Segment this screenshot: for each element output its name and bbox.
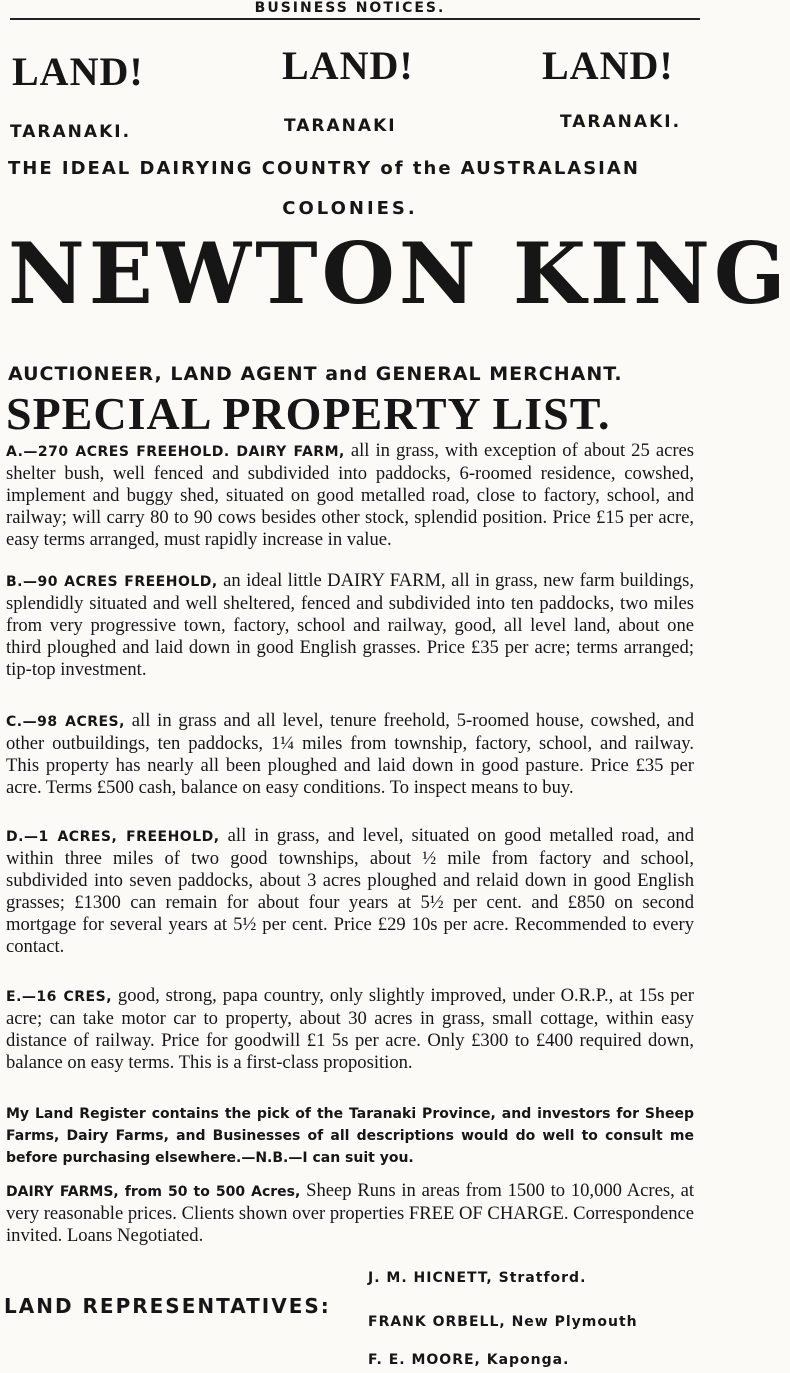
taranaki-center: TARANAKI xyxy=(284,116,397,136)
section-header: BUSINESS NOTICES. xyxy=(254,0,446,16)
ideal-dairying-line: THE IDEAL DAIRYING COUNTRY of the AUSTRALASIAN xyxy=(8,158,640,179)
listing-c xyxy=(6,710,694,799)
agent-stratford: J. M. HICNETT, Stratford. xyxy=(368,1270,587,1286)
listing-c-lead: C.—98 ACRES, xyxy=(6,714,125,730)
listing-e-text: good, strong, papa country, only slightly improved, under O.R.P., at 15s per acre; can take motor car to property, about 30 acres in grass, small cottage, within easy distance of railway. Price for goodwill £1 5s per acre. Only £300 to £400 required down, balance on easy terms. This is a first-class proposition. xyxy=(6,985,694,1073)
listing-a xyxy=(6,440,694,551)
special-property-list-title: SPECIAL PROPERTY LIST. xyxy=(6,388,611,439)
dairy-farms-text: Sheep Runs in areas from 1500 to 10,000 Acres, at very reasonable prices. Clients shown over properties FREE OF CHARGE. Correspondence invited. Loans Negotiated. xyxy=(6,1180,694,1246)
colonies-line: COLONIES. xyxy=(282,198,418,219)
agent-new-plymouth: FRANK ORBELL, New Plymouth xyxy=(368,1314,638,1330)
land-register-note: My Land Register contains the pick of the Taranaki Province, and investors for Sheep Farms, Dairy Farms, and Businesses of all descriptions would do well to consult me before purchasing elsewhere.—N.B.—I can suit you. xyxy=(6,1106,694,1166)
listing-a-text: all in grass, with exception of about 25 acres shelter bush, well fenced and subdivided into paddocks, 6-roomed residence, cowshed, implement and buggy shed, situated on good metalled road, close to factory, school, and railway; will carry 80 to 90 cows besides other stock, splendid position. Price £15 per acre, easy terms arranged, must rapidly increase in value. xyxy=(6,440,694,550)
listing-c-text: all in grass and all level, tenure freehold, 5-roomed house, cowshed, and other outbuildings, ten paddocks, 1¼ miles from township, factory, school, and railway. This property has nearly all been ploughed and laid down in good pasture. Price £35 per acre. Terms £500 cash, balance on easy conditions. To inspect means to buy. xyxy=(6,710,695,798)
taranaki-left: TARANAKI. xyxy=(10,122,132,142)
advertiser-name: NEWTON KING xyxy=(8,224,790,323)
agent-kaponga: F. E. MOORE, Kaponga. xyxy=(368,1352,570,1368)
occupation-line: AUCTIONEER, LAND AGENT and GENERAL MERCHANT. xyxy=(8,363,623,385)
listing-d-text: all in grass, and level, situated on good metalled road, and within three miles of two good townships, about ½ mile from factory and school, subdivided into seven paddocks, about 3 acres ploughed and relaid down in good English grasses; £1300 can remain for about four years at 5½ per cent. and £850 on second mortgage for several years at 5½ per cent. Price £29 10s per acre. Recommended to every contact. xyxy=(6,825,695,957)
listing-e-lead: E.—16 CRES, xyxy=(6,989,113,1005)
dairy-farms-notice xyxy=(6,1180,694,1247)
land-representatives-label: LAND REPRESENTATIVES: xyxy=(4,1294,331,1318)
listing-d xyxy=(6,825,694,958)
listing-e xyxy=(6,985,694,1074)
listing-d-lead: D.—1 ACRES, FREEHOLD, xyxy=(6,829,220,845)
land-headline-right: LAND! xyxy=(542,43,674,88)
listing-a-lead: A.—270 ACRES FREEHOLD. DAIRY FARM, xyxy=(6,444,345,460)
listing-b-lead: B.—90 ACRES FREEHOLD, xyxy=(6,574,218,590)
land-headline-center: LAND! xyxy=(282,43,414,88)
listing-b-text: an ideal little DAIRY FARM, all in grass, new farm buildings, splendidly situated and well sheltered, fenced and subdivided into ten paddocks, two miles from very progressive town, factory, school and railway, good, all level land, about one third ploughed and laid down in good English grasses. Price £35 per acre; terms arranged; tip-top investment. xyxy=(6,570,694,680)
header-rule xyxy=(10,18,700,20)
taranaki-right: TARANAKI. xyxy=(560,112,682,132)
land-headline-left: LAND! xyxy=(12,49,144,94)
dairy-farms-lead: DAIRY FARMS, from 50 to 500 Acres, xyxy=(6,1184,301,1200)
listing-b xyxy=(6,570,694,681)
